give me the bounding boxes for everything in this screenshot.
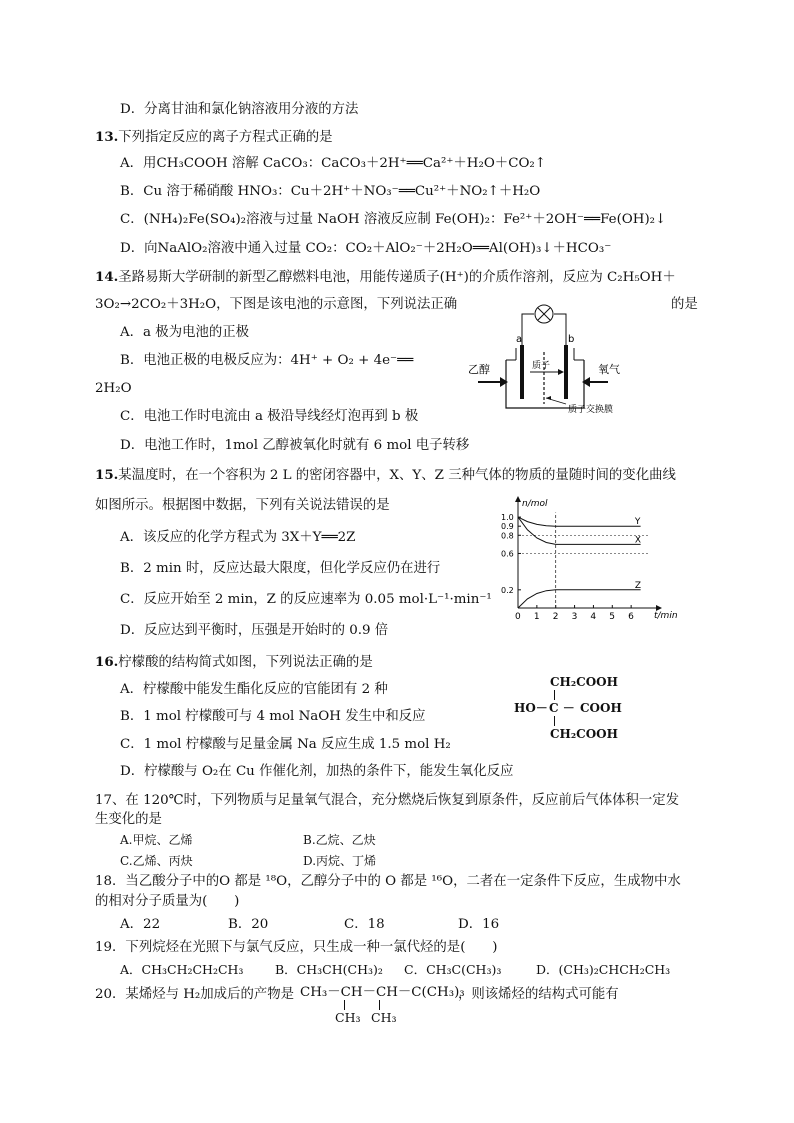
q14-option-c: C．电池工作时电流由 a 极沿导线经灯泡再到 b 极 [120, 409, 419, 424]
structure-left: HO－ [514, 701, 548, 715]
electrode-b [564, 345, 568, 399]
y-axis-label: n/mol [522, 499, 548, 509]
structure-top: CH₂COOH [550, 675, 618, 689]
label-proton: 质子 [532, 361, 551, 371]
q19-stem: 19．下列烷烃在光照下与氯气反应，只生成一种一氯代烃的是( ) [95, 940, 498, 955]
q12-option-d: D．分离甘油和氯化钠溶液用分液的方法 [120, 102, 359, 117]
q19-option-b: B．CH₃CH(CH₃)₂ [275, 962, 383, 977]
q13-option-a: A．用CH₃COOH 溶解 CaCO₃：CaCO₃＋2H⁺══Ca²⁺＋H₂O＋CO₂↑ [120, 156, 547, 171]
q20-stem: 20．某烯烃与 H₂加成后的产物是 [95, 987, 295, 1002]
q14-option-d: D．电池工作时，1mol 乙醇被氧化时就有 6 mol 电子转移 [120, 438, 470, 453]
q14-option-b-line1: B．电池正极的电极反应为：4H⁺ + O₂ + 4e⁻══ [120, 353, 414, 368]
structure-center: C － [549, 701, 575, 715]
q18-stem-line1: 18．当乙酸分子中的O 都是 ¹⁸O，乙醇分子中的 O 都是 ¹⁶O，二者在一定条件下反应，生成物中水 [95, 874, 681, 889]
label-oxygen: 氧气 [598, 363, 620, 376]
x-tick-label-3: 3 [571, 612, 578, 622]
x-tick-label-5: 5 [609, 612, 616, 622]
q19-option-a: A．CH₃CH₂CH₂CH₃ [120, 962, 244, 977]
q16-option-d: D．柠檬酸与 O₂在 Cu 作催化剂，加热的条件下，能发生氧化反应 [120, 764, 514, 779]
q19-option-c: C．CH₃C(CH₃)₃ [404, 962, 502, 977]
q17-stem-line2: 生变化的是 [95, 812, 162, 827]
q15-stem-text: 某温度时，在一个容积为 2 L 的密闭容器中，X、Y、Z 三种气体的物质的量随时间的变化曲线 [118, 468, 676, 483]
q13-option-b: B．Cu 溶于稀硝酸 HNO₃：Cu＋2H⁺＋NO₃⁻══Cu²⁺＋NO₂↑＋H₂O [120, 184, 541, 199]
q16-stem-text: 柠檬酸的结构简式如图，下列说法正确的是 [118, 655, 373, 670]
q20-branch-2: CH₃ [371, 1010, 397, 1025]
q17-option-c: C.乙烯、丙炔 [120, 854, 193, 868]
q14-stem-text: 圣路易斯大学研制的新型乙醇燃料电池，用能传递质子(H⁺)的介质作溶剂，反应为 C₂H₅OH＋ [118, 270, 676, 285]
structure-bottom: CH₂COOH [550, 727, 618, 741]
q20-formula: CH₃－CH－CH－C(CH₃)₃ [300, 985, 465, 1000]
q16-stem [95, 652, 373, 673]
q13-number: 13. [95, 129, 119, 145]
q16-option-b: B．1 mol 柠檬酸可与 4 mol NaOH 发生中和反应 [120, 709, 426, 724]
y-tick-label-0.6: 0.6 [501, 549, 514, 559]
wire-left [522, 314, 534, 345]
q15-number: 15. [95, 467, 119, 483]
label-ethanol: 乙醇 [468, 363, 490, 376]
y-tick-label-0.2: 0.2 [501, 585, 514, 595]
q17-option-b: B.乙烷、乙炔 [303, 833, 376, 847]
y-tick-label-0.8: 0.8 [501, 531, 514, 541]
q16-option-a: A．柠檬酸中能发生酯化反应的官能团有 2 种 [120, 682, 388, 697]
q18-option-c: C．18 [344, 917, 385, 932]
q16-option-c: C．1 mol 柠檬酸与足量金属 Na 反应生成 1.5 mol H₂ [120, 737, 451, 752]
q13-option-c: C．(NH₄)₂Fe(SO₄)₂溶液与过量 NaOH 溶液反应制 Fe(OH)₂：Fe²⁺＋2OH⁻══Fe(OH)₂↓ [120, 212, 667, 227]
series-label-X: X [634, 535, 642, 546]
fuel-cell-diagram [468, 300, 648, 420]
q17-option-d: D.丙烷、丁烯 [303, 854, 377, 868]
q14-option-a: A．a 极为电池的正极 [120, 325, 250, 340]
series-line-Y [518, 517, 641, 526]
q15-option-c: C．反应开始至 2 min，Z 的反应速率为 0.05 mol·L⁻¹·min⁻¹ [120, 592, 492, 607]
q14-number: 14. [95, 269, 119, 285]
structure-right: COOH [580, 701, 622, 715]
series-line-X [518, 517, 641, 544]
x-tick-label-2: 2 [552, 612, 559, 622]
q18-stem-line2: 的相对分子质量为( ) [95, 894, 240, 909]
y-tick-label-1: 1.0 [501, 513, 514, 523]
mole-time-chart [492, 499, 678, 626]
q14-option-b-line2: 2H₂O [95, 381, 132, 396]
q15-option-a: A．该反应的化学方程式为 3X＋Y══2Z [120, 530, 356, 545]
q14-stem-line2: 3O₂→2CO₂＋3H₂O，下图是该电池的示意图，下列说法正确 [95, 297, 458, 312]
q15-option-d: D．反应达到平衡时，压强是开始时的 0.9 倍 [120, 623, 389, 638]
q20-branch-1: CH₃ [335, 1010, 361, 1025]
q20-tail: ，则该烯烃的结构式可能有 [458, 987, 619, 1002]
x-axis-label: t/min [654, 611, 678, 621]
x-tick-label-6: 6 [628, 612, 634, 622]
x-tick-label-1: 1 [533, 612, 540, 622]
y-tick-label-0.9: 0.9 [501, 522, 514, 532]
y-axis-arrow [515, 496, 521, 502]
q14-stem-line1 [95, 267, 676, 288]
q16-number: 16. [95, 654, 119, 670]
q15-stem-line1 [95, 465, 676, 486]
bulb-icon [535, 305, 553, 323]
label-a: a [516, 334, 523, 345]
q13-stem [95, 127, 333, 148]
citric-acid-structure [514, 672, 634, 748]
q15-option-b: B．2 min 时，反应达最大限度，但化学反应仍在进行 [120, 561, 441, 576]
q15-stem-line2: 如图所示。根据图中数据，下列有关说法错误的是 [95, 498, 390, 513]
series-label-Z: Z [634, 580, 642, 591]
q17-stem-line1: 17、在 120℃时，下列物质与足量氧气混合，充分燃烧后恢复到原条件，反应前后气体体积一定发 [95, 793, 680, 808]
q19-option-d: D．(CH₃)₂CHCH₂CH₃ [536, 962, 671, 977]
q17-option-a: A.甲烷、乙烯 [120, 833, 193, 847]
q18-option-d: D．16 [458, 917, 500, 932]
q13-option-d: D．向NaAlO₂溶液中通入过量 CO₂：CO₂＋AlO₂⁻＋2H₂O══Al(OH)₃↓＋HCO₃⁻ [120, 241, 612, 256]
x-tick-label-4: 4 [590, 612, 597, 622]
electrode-a [520, 345, 524, 399]
wire-right [554, 314, 566, 345]
q13-stem-text: 下列指定反应的离子方程式正确的是 [118, 130, 333, 145]
label-b: b [568, 334, 575, 345]
series-label-Y: Y [634, 517, 641, 528]
label-membrane: 质子交换膜 [568, 405, 614, 415]
q18-option-a: A．22 [120, 917, 161, 932]
q14-stem-end: 的是 [671, 297, 698, 312]
x-tick-label-0: 0 [515, 612, 521, 622]
q18-option-b: B．20 [228, 917, 269, 932]
